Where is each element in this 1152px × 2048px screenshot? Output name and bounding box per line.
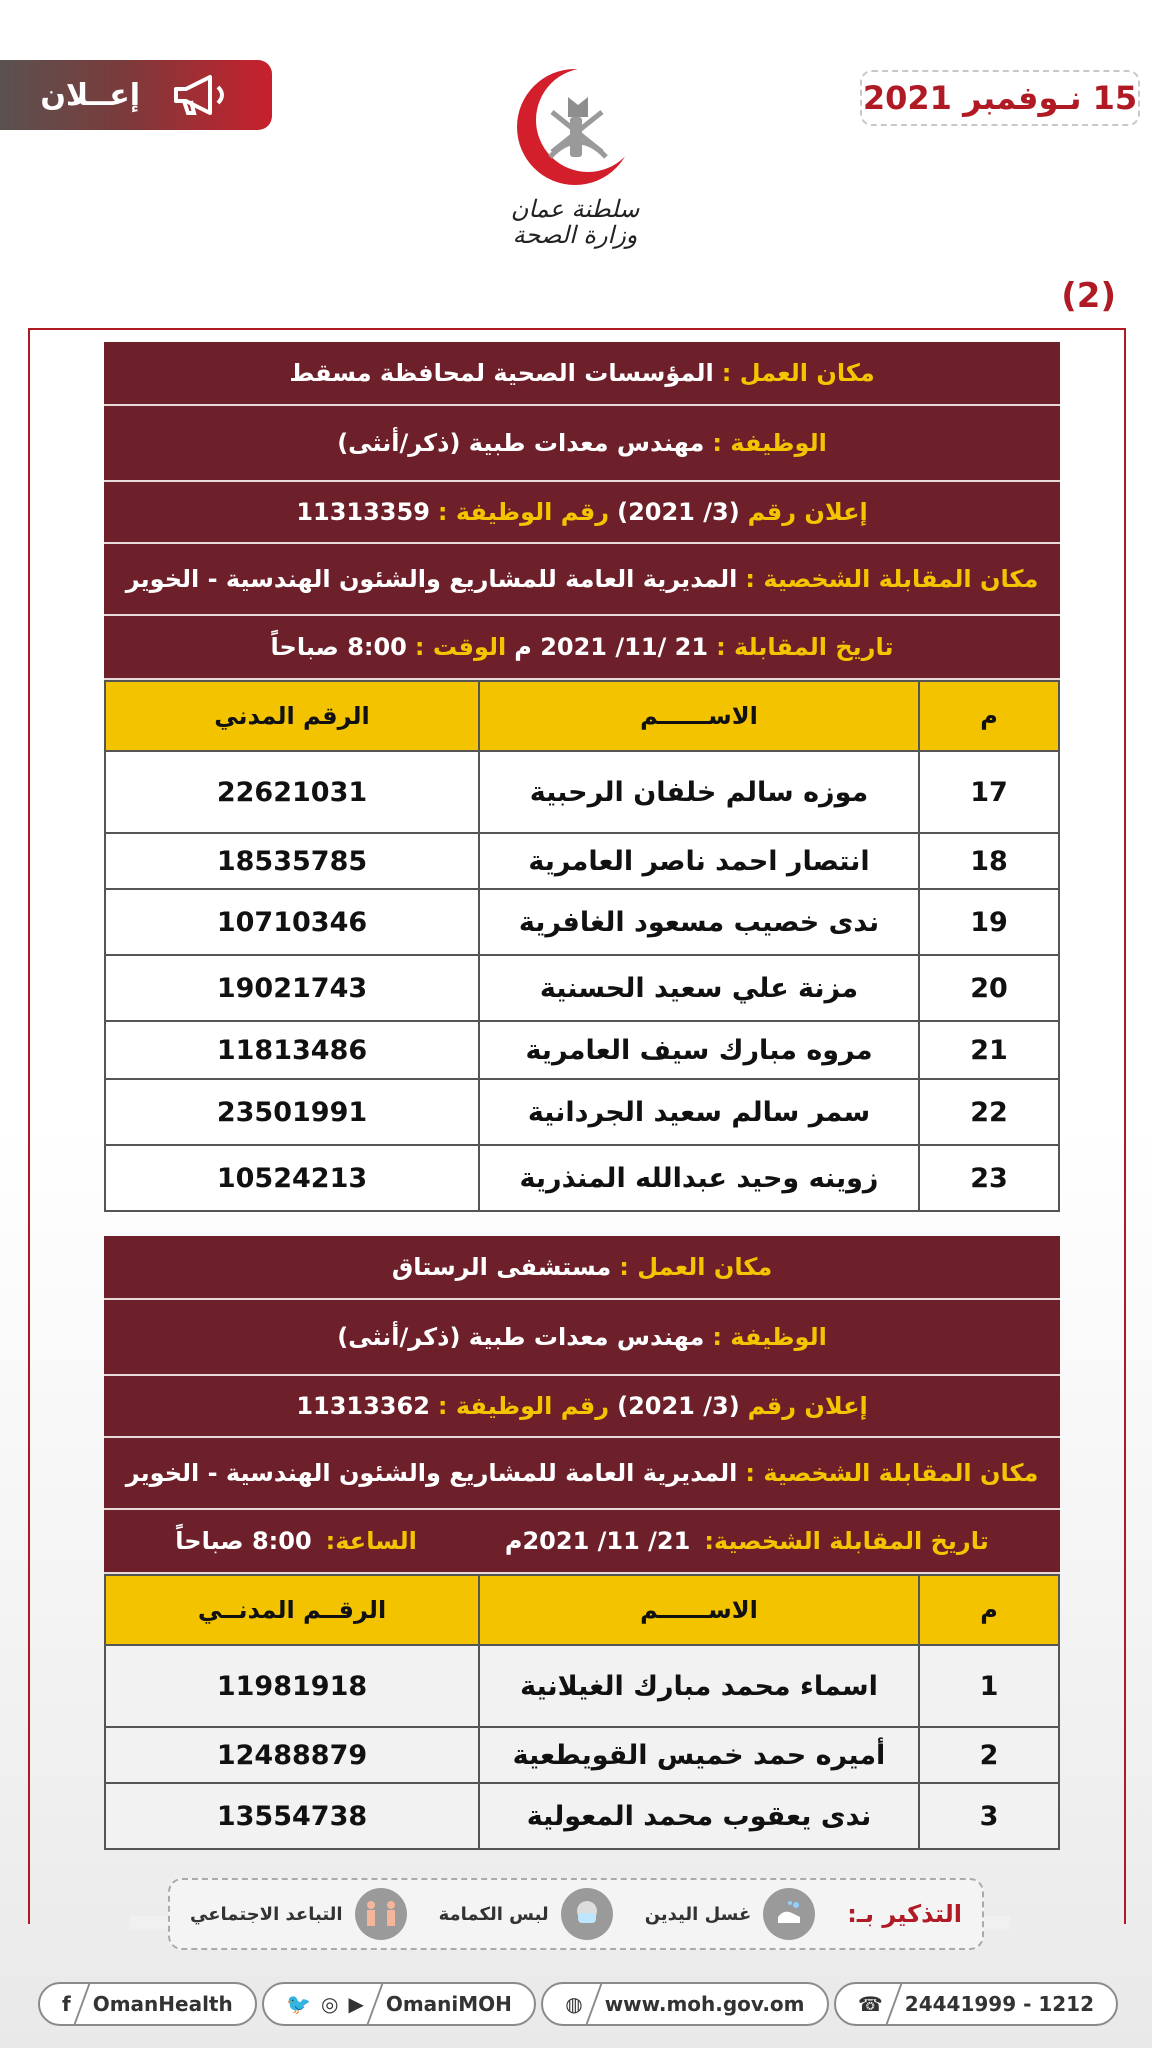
workplace-key: مكان العمل : [721, 359, 875, 387]
workplace-key: مكان العمل : [619, 1253, 773, 1281]
interview-place-key: مكان المقابلة الشخصية : [745, 565, 1039, 593]
interview-place-value: المديرية العامة للمشاريع والشئون الهندسية - الخوير [125, 565, 738, 593]
row-name: ندى يعقوب محمد المعولية [479, 1783, 919, 1849]
row-name: سمر سالم سعيد الجردانية [479, 1079, 919, 1145]
separator [585, 1984, 602, 2024]
row-civil-id: 13554738 [105, 1783, 479, 1849]
row-number: 19 [919, 889, 1059, 955]
crescent-emblem-icon [490, 62, 660, 192]
ad-value: (3/ 2021) [617, 1392, 740, 1420]
ad-row [104, 482, 1060, 544]
phone-icon: ☎ [857, 1992, 883, 2016]
row-name: زوينه وحيد عبدالله المنذرية [479, 1145, 919, 1211]
row-civil-id: 12488879 [105, 1727, 479, 1783]
row-civil-id: 23501991 [105, 1079, 479, 1145]
social-omanhealth[interactable] [38, 1982, 257, 2026]
candidates-table-2 [104, 1574, 1060, 1850]
interview-date-value: 21/ 11/ 2021م [504, 1527, 691, 1555]
announcement-badge [0, 60, 272, 130]
interview-date-row [104, 616, 1060, 680]
table-row [105, 1021, 1059, 1079]
workplace-row [104, 1236, 1060, 1300]
interview-date-value: 21 /11/ 2021 م [514, 633, 709, 661]
table-row [105, 1645, 1059, 1727]
ad-key: إعلان رقم [747, 1392, 868, 1420]
row-civil-id: 11813486 [105, 1021, 479, 1079]
job-number-value: 11313359 [296, 498, 430, 526]
section-1 [104, 342, 1060, 1212]
footer [38, 1982, 1118, 2030]
row-name: اسماء محمد مبارك الغيلانية [479, 1645, 919, 1727]
row-name: مروه مبارك سيف العامرية [479, 1021, 919, 1079]
instagram-icon: ◎ [320, 1992, 339, 2016]
separator [367, 1984, 384, 2024]
job-number-value: 11313362 [296, 1392, 430, 1420]
interview-date-row [104, 1510, 1060, 1574]
row-name: انتصار احمد ناصر العامرية [479, 833, 919, 889]
reminder-bar [168, 1878, 984, 1950]
row-name: أميره حمد خميس القويطعية [479, 1727, 919, 1783]
reminder-mask [439, 1888, 613, 1940]
social-distance-icon [355, 1888, 407, 1940]
page-number: (2) [1061, 276, 1116, 316]
row-number: 2 [919, 1727, 1059, 1783]
interview-place-value: المديرية العامة للمشاريع والشئون الهندسية - الخوير [125, 1459, 738, 1487]
time-value: 8:00 صباحاً [270, 633, 407, 661]
row-civil-id: 22621031 [105, 751, 479, 833]
table-row [105, 1783, 1059, 1849]
time-value: 8:00 صباحاً [175, 1527, 312, 1555]
job-value: مهندس معدات طبية (ذكر/أنثى) [337, 429, 705, 457]
table-row [105, 833, 1059, 889]
reminder-handwash [645, 1888, 816, 1940]
ad-row [104, 1376, 1060, 1438]
table-row [105, 1145, 1059, 1211]
row-number: 18 [919, 833, 1059, 889]
separator [886, 1984, 903, 2024]
interview-place-key: مكان المقابلة الشخصية : [745, 1459, 1039, 1487]
interview-place-row [104, 544, 1060, 616]
job-row [104, 1300, 1060, 1376]
handwash-icon [763, 1888, 815, 1940]
table-header-row [105, 681, 1059, 751]
job-number-key: رقم الوظيفة : [437, 1392, 610, 1420]
candidates-table-1 [104, 680, 1060, 1212]
announcement-label: إعــلان [40, 77, 140, 113]
job-value: مهندس معدات طبية (ذكر/أنثى) [337, 1323, 705, 1351]
website-text: www.moh.gov.om [604, 1992, 805, 2016]
logo-text-line2: وزارة الصحة [512, 221, 638, 249]
row-civil-id: 19021743 [105, 955, 479, 1021]
table-row [105, 751, 1059, 833]
table-row [105, 1727, 1059, 1783]
row-name: مزنة علي سعيد الحسنية [479, 955, 919, 1021]
website-link[interactable] [541, 1982, 828, 2026]
ad-key: إعلان رقم [747, 498, 868, 526]
reminder-mask-label: لبس الكمامة [438, 1903, 549, 1925]
column-header-name: الاســــــم [479, 1575, 919, 1645]
face-mask-icon [561, 1888, 613, 1940]
column-header-m: م [919, 1575, 1059, 1645]
row-number: 21 [919, 1021, 1059, 1079]
row-name: ندى خصيب مسعود الغافرية [479, 889, 919, 955]
row-number: 23 [919, 1145, 1059, 1211]
facebook-icon: f [62, 1992, 71, 2016]
phone-link[interactable] [834, 1982, 1118, 2026]
row-civil-id: 10710346 [105, 889, 479, 955]
column-header-civil-id: الرقــم المدنــي [105, 1575, 479, 1645]
table-row [105, 889, 1059, 955]
time-key: الوقت : [414, 633, 507, 661]
twitter-icon: 🐦 [286, 1992, 311, 2016]
interview-date-key: تاريخ المقابلة : [716, 633, 894, 661]
section-2 [104, 1236, 1060, 1850]
row-civil-id: 11981918 [105, 1645, 479, 1727]
workplace-value: المؤسسات الصحية لمحافظة مسقط [289, 359, 714, 387]
table-row [105, 955, 1059, 1021]
table-header-row [105, 1575, 1059, 1645]
column-header-m: م [919, 681, 1059, 751]
reminder-handwash-label: غسل اليدين [644, 1903, 752, 1925]
date-box [860, 70, 1140, 126]
job-row [104, 406, 1060, 482]
omanimoh-handle: OmaniMOH [385, 1992, 512, 2016]
row-number: 1 [919, 1645, 1059, 1727]
row-number: 17 [919, 751, 1059, 833]
workplace-value: مستشفى الرستاق [391, 1253, 612, 1281]
reminder-distancing [190, 1888, 407, 1940]
row-number: 3 [919, 1783, 1059, 1849]
phone-text: 24441999 - 1212 [904, 1992, 1094, 2016]
interview-date-key: تاريخ المقابلة الشخصية: [704, 1527, 989, 1555]
globe-icon: ◍ [565, 1992, 583, 2016]
row-civil-id: 18535785 [105, 833, 479, 889]
job-key: الوظيفة : [712, 1323, 827, 1351]
row-name: موزه سالم خلفان الرحبية [479, 751, 919, 833]
ministry-logo [490, 62, 660, 272]
separator [73, 1984, 90, 2024]
date-text: 15 نـوفمبر 2021 [862, 79, 1138, 117]
omanhealth-handle: OmanHealth [92, 1992, 233, 2016]
job-key: الوظيفة : [712, 429, 827, 457]
megaphone-icon [168, 71, 232, 119]
job-number-key: رقم الوظيفة : [437, 498, 610, 526]
column-header-name: الاســــــم [479, 681, 919, 751]
reminder-title: التذكير بـ: [847, 1900, 962, 1928]
table-row [105, 1079, 1059, 1145]
youtube-icon: ▶ [348, 1992, 364, 2016]
column-header-civil-id: الرقم المدني [105, 681, 479, 751]
social-omanimoh[interactable] [262, 1982, 536, 2026]
interview-place-row [104, 1438, 1060, 1510]
workplace-row [104, 342, 1060, 406]
row-number: 20 [919, 955, 1059, 1021]
row-civil-id: 10524213 [105, 1145, 479, 1211]
logo-text-line1: سلطنة عمان [510, 195, 640, 223]
reminder-distancing-label: التباعد الاجتماعي [190, 1903, 343, 1925]
row-number: 22 [919, 1079, 1059, 1145]
time-key: الساعة: [325, 1527, 417, 1555]
ad-value: (3/ 2021) [617, 498, 740, 526]
